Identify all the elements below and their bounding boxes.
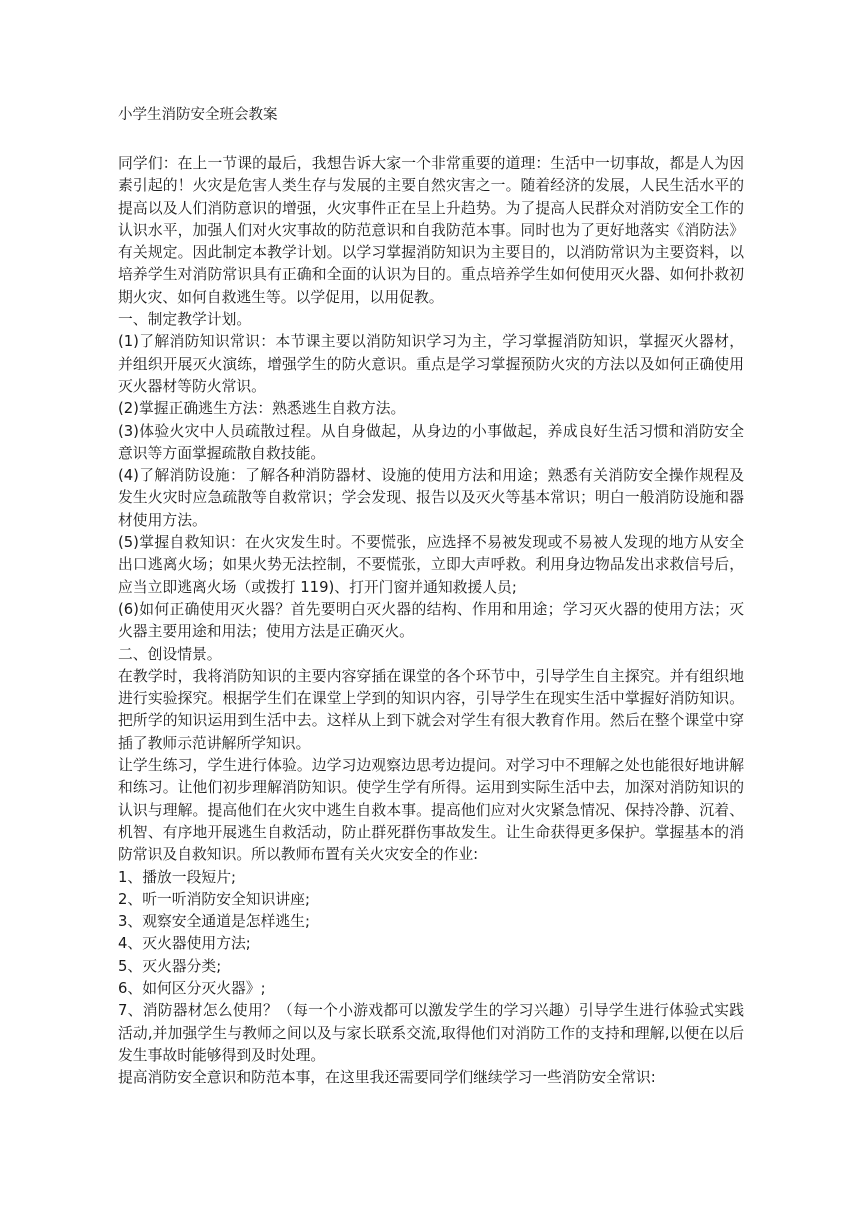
paragraph-closing: 提高消防安全意识和防范本事，在这里我还需要同学们继续学习一些消防安全常识:	[118, 1069, 656, 1087]
paragraph-practice: 让学生练习，学生进行体验。边学习边观察边思考边提问。对学习中不理解之处也能很好地讲解和练习。让他们初步理解消防知识。使学生学有所得。运用到实际生活中去，加深对消防知识的认识与理解。提高他们在火灾中逃生自救本事。提高他们应对火灾紧急情况、保持冷静、沉着、机智、有序地开展逃生自救活动，防止群死群伤事故发生。让生命获得更多保护。掌握基本的消防常识及自救知识。所以教师布置有关火灾安全的作业:	[118, 757, 744, 864]
paragraph-teaching: 在教学时，我将消防知识的主要内容穿插在课堂的各个环节中，引导学生自主探究。并有组织地进行实验探究。根据学生们在课堂上学到的知识内容，引导学生在现实生活中掌握好消防知识。把所学的知识运用到生活中去。这样从上到下就会对学生有很大教育作用。然后在整个课堂中穿插了教师示范讲解所学知识。	[118, 667, 744, 752]
homework-item-6: 6、如何区分灭火器》;	[118, 979, 266, 997]
document-page	[118, 104, 744, 1089]
plan-item-2: (2)掌握正确逃生方法：熟悉逃生自救方法。	[118, 400, 406, 418]
paragraph-intro: 同学们：在上一节课的最后，我想告诉大家一个非常重要的道理：生活中一切事故，都是人为因素引起的！火灾是危害人类生存与发展的主要自然灾害之一。随着经济的发展，人民生活水平的提高以及人们消防意识的增强，火灾事件正在呈上升趋势。为了提高人民群众对消防安全工作的认识水平，加强人们对火灾事故的防范意识和自我防范本事。同时也为了更好地落实《消防法》有关规定。因此制定本教学计划。以学习掌握消防知识为主要目的，以消防常识为主要资料，以培养学生对消防常识具有正确和全面的认识为目的。重点培养学生如何使用灭火器、如何扑救初期火灾、如何自救逃生等。以学促用，以用促教。	[118, 155, 744, 306]
homework-item-5: 5、灭火器分类;	[118, 957, 222, 975]
homework-item-3: 3、观察安全通道是怎样逃生;	[118, 913, 310, 931]
homework-item-4: 4、灭火器使用方法;	[118, 935, 251, 953]
plan-item-3: (3)体验火灾中人员疏散过程。从自身做起，从身边的小事做起，养成良好生活习惯和消防安全意识等方面掌握疏散自救技能。	[118, 422, 744, 462]
section-heading-plan: 一、制定教学计划。	[118, 311, 252, 329]
homework-item-7: 7、消防器材怎么使用？（每一个小游戏都可以激发学生的学习兴趣）引导学生进行体验式实践活动,并加强学生与教师之间以及与家长联系交流,取得他们对消防工作的支持和理解,以便在以后发生事故时能够得到及时处理。	[118, 1002, 744, 1064]
section-heading-scenario: 二、创设情景。	[118, 645, 222, 663]
plan-item-5: (5)掌握自救知识：在火灾发生时。不要慌张，应选择不易被发现或不易被人发现的地方从安全出口逃离火场；如果火势无法控制，不要慌张，立即大声呼救。利用身边物品发出求救信号后，应当立即逃离火场（或拨打 119)、打开门窗并通知救援人员;	[118, 534, 744, 596]
document-title: 小学生消防安全班会教案	[118, 107, 278, 123]
plan-item-4: (4)了解消防设施：了解各种消防器材、设施的使用方法和用途；熟悉有关消防安全操作规程及发生火灾时应急疏散等自救常识；学会发现、报告以及灭火等基本常识；明白一般消防设施和器材使用方法。	[118, 467, 744, 529]
plan-item-1: (1)了解消防知识常识：本节课主要以消防知识学习为主，学习掌握消防知识，掌握灭火器材，并组织开展灭火演练，增强学生的防火意识。重点是学习掌握预防火灾的方法以及如何正确使用灭火器材等防火常识。	[118, 333, 744, 395]
homework-item-2: 2、听一听消防安全知识讲座;	[118, 890, 310, 908]
plan-item-6: (6)如何正确使用灭火器？首先要明白灭火器的结构、作用和用途；学习灭火器的使用方法；灭火器主要用途和用法；使用方法是正确灭火。	[118, 600, 744, 641]
homework-item-1: 1、播放一段短片;	[118, 868, 236, 886]
